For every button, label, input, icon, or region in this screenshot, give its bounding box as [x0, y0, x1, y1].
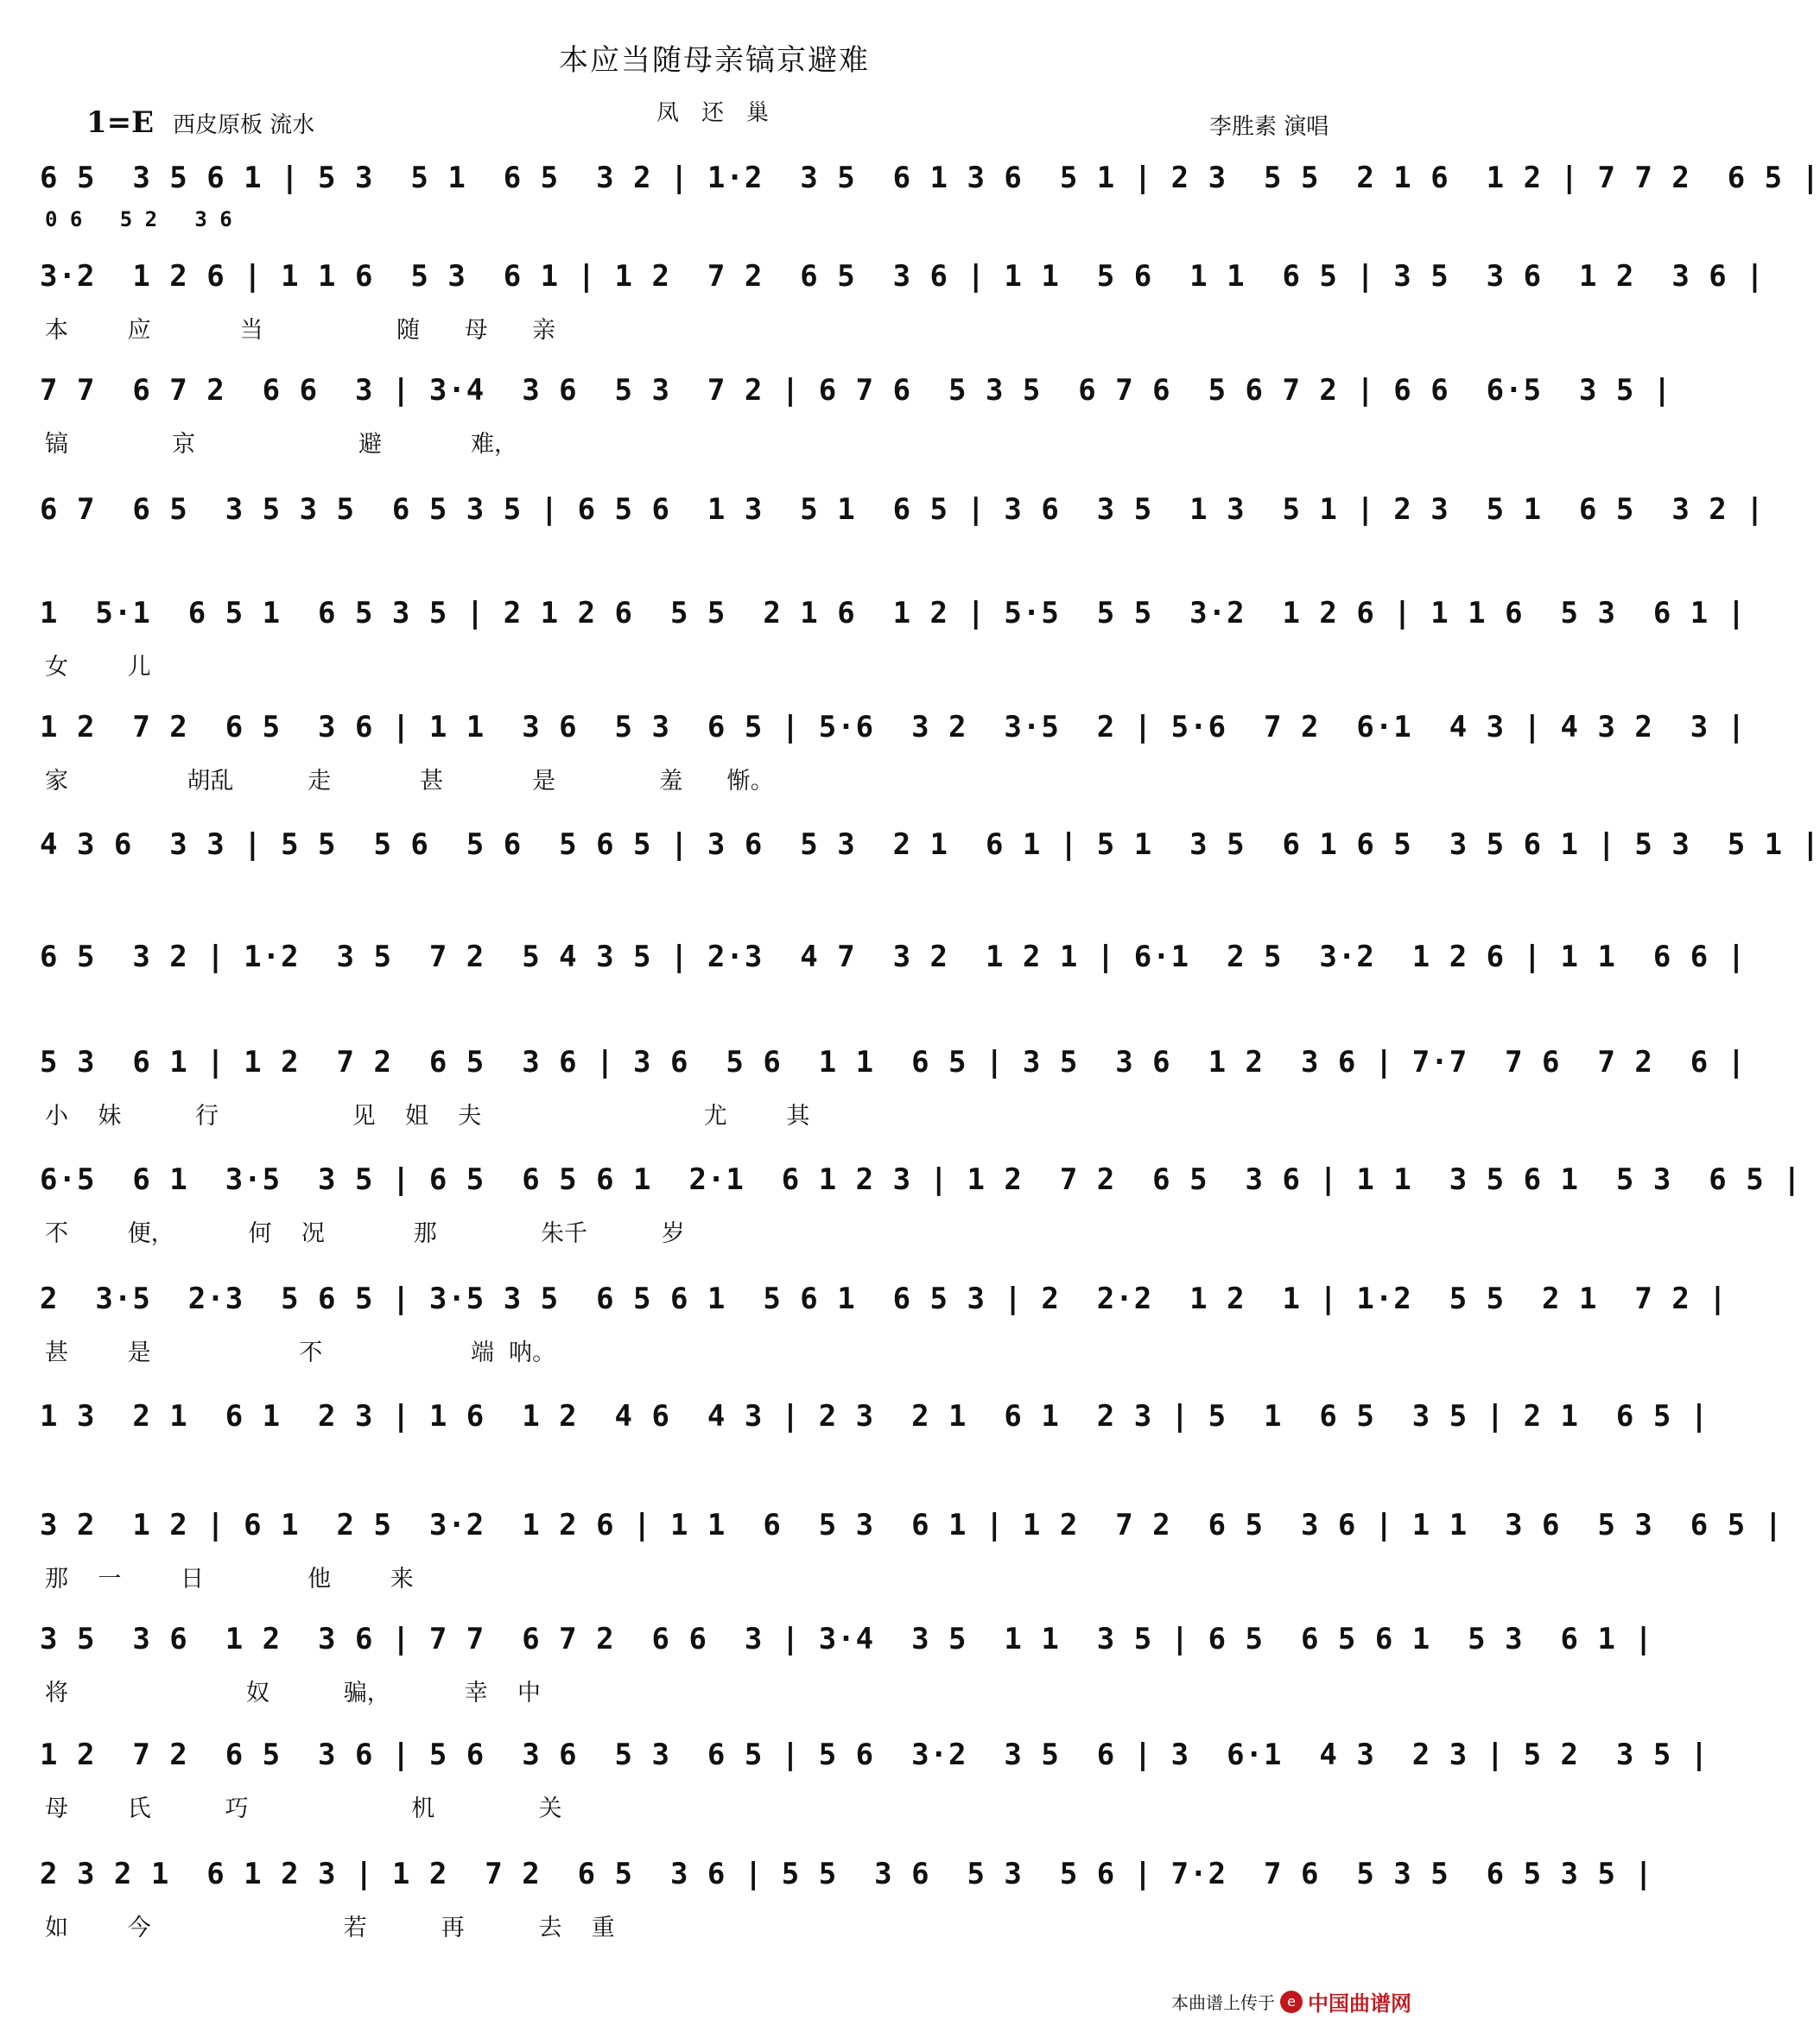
notation-line: 6·5 6 1 3·5 3 5 | 6 5 6 5 6 1 2·1 6 1 2 3 | 1 2 7 2 6 5 3 6 | 1 1 3 5 6 1 5 3 6 5 |	[40, 1162, 1802, 1197]
notation-line: 1 3 2 1 6 1 2 3 | 1 6 1 2 4 6 4 3 | 2 3 2 1 6 1 2 3 | 5 1 6 5 3 5 | 2 1 6 5 |	[40, 1399, 1709, 1434]
lyric-line: 那 一 日 他 来	[45, 1566, 414, 1593]
lyric-line: 女 儿	[45, 654, 151, 681]
footer-credit	[1171, 1986, 1411, 2017]
notation-line: 1 5·1 6 5 1 6 5 3 5 | 2 1 2 6 5 5 2 1 6 1 2 | 5·5 5 5 3·2 1 2 6 | 1 1 6 5 3 6 1 |	[40, 596, 1747, 630]
score-title: 本应当随母亲镐京避难	[559, 43, 870, 78]
opera-subtitle: 凤还巢	[656, 100, 792, 126]
notation-line: 6 5 3 5 6 1 | 5 3 5 1 6 5 3 2 | 1·2 3 5 6 1 3 6 5 1 | 2 3 5 5 2 1 6 1 2 | 7 7 2 6 5 |	[40, 161, 1820, 195]
lyric-line: 镐 京 避 难，	[45, 431, 517, 458]
tempo-marking: 西皮原板 流水	[173, 112, 315, 138]
lyric-line: 不 便， 何 况 那 朱千 岁	[45, 1220, 685, 1247]
notation-line: 2 3·5 2·3 5 6 5 | 3·5 3 5 6 5 6 1 5 6 1 6 5 3 | 2 2·2 1 2 1 | 1·2 5 5 2 1 7 2 |	[40, 1282, 1728, 1316]
lyric-line: 甚 是 不 端 呐。	[45, 1339, 556, 1366]
footer-text: 本曲谱上传于	[1171, 1992, 1275, 2013]
lyric-line: 家 胡乱 走 甚 是 羞 惭。	[45, 768, 774, 795]
lyric-line: 本 应 当 随 母 亲	[45, 317, 556, 344]
notation-line: 4 3 6 3 3 | 5 5 5 6 5 6 5 6 5 | 3 6 5 3 2 1 6 1 | 5 1 3 5 6 1 6 5 3 5 6 1 | 5 3 5 1 |	[40, 827, 1820, 862]
small-note-annotation: 0 6 5 2 3 6	[45, 207, 232, 231]
lyric-line: 如 今 若 再 去 重	[45, 1915, 615, 1941]
lyric-line: 母 氏 巧 机 关	[45, 1795, 562, 1822]
key-signature: 1=E	[86, 105, 155, 140]
notation-line: 6 5 3 2 | 1·2 3 5 7 2 5 4 3 5 | 2·3 4 7 3 2 1 2 1 | 6·1 2 5 3·2 1 2 6 | 1 1 6 6 |	[40, 940, 1747, 974]
notation-line: 2 3 2 1 6 1 2 3 | 1 2 7 2 6 5 3 6 | 5 5 3 6 5 3 5 6 | 7·2 7 6 5 3 5 6 5 3 5 |	[40, 1857, 1653, 1891]
notation-line: 1 2 7 2 6 5 3 6 | 1 1 3 6 5 3 6 5 | 5·6 3 2 3·5 2 | 5·6 7 2 6·1 4 3 | 4 3 2 3 |	[40, 710, 1747, 744]
lyric-line: 小 妹 行 见 姐 夫 尤 其	[45, 1103, 810, 1130]
site-brand: 中国曲谱网	[1308, 1992, 1411, 2016]
notation-line: 3 5 3 6 1 2 3 6 | 7 7 6 7 2 6 6 3 | 3·4 3 5 1 1 3 5 | 6 5 6 5 6 1 5 3 6 1 |	[40, 1622, 1653, 1656]
notation-line: 3·2 1 2 6 | 1 1 6 5 3 6 1 | 1 2 7 2 6 5 3 6 | 1 1 5 6 1 1 6 5 | 3 5 3 6 1 2 3 6 |	[40, 259, 1765, 294]
notation-line: 5 3 6 1 | 1 2 7 2 6 5 3 6 | 3 6 5 6 1 1 6 5 | 3 5 3 6 1 2 3 6 | 7·7 7 6 7 2 6 |	[40, 1045, 1747, 1080]
notation-line: 6 7 6 5 3 5 3 5 6 5 3 5 | 6 5 6 1 3 5 1 6 5 | 3 6 3 5 1 3 5 1 | 2 3 5 1 6 5 3 2 |	[40, 492, 1765, 527]
notation-line: 7 7 6 7 2 6 6 3 | 3·4 3 6 5 3 7 2 | 6 7 6 5 3 5 6 7 6 5 6 7 2 | 6 6 6·5 3 5 |	[40, 373, 1672, 408]
notation-line: 3 2 1 2 | 6 1 2 5 3·2 1 2 6 | 1 1 6 5 3 6 1 | 1 2 7 2 6 5 3 6 | 1 1 3 6 5 3 6 5 |	[40, 1508, 1784, 1542]
site-logo-icon: e	[1280, 1991, 1303, 2013]
notation-line: 1 2 7 2 6 5 3 6 | 5 6 3 6 5 3 6 5 | 5 6 3·2 3 5 6 | 3 6·1 4 3 2 3 | 5 2 3 5 |	[40, 1738, 1709, 1772]
singer-credit: 李胜素 演唱	[1209, 114, 1329, 140]
lyric-line: 将 奴 骗， 幸 中	[45, 1680, 541, 1707]
